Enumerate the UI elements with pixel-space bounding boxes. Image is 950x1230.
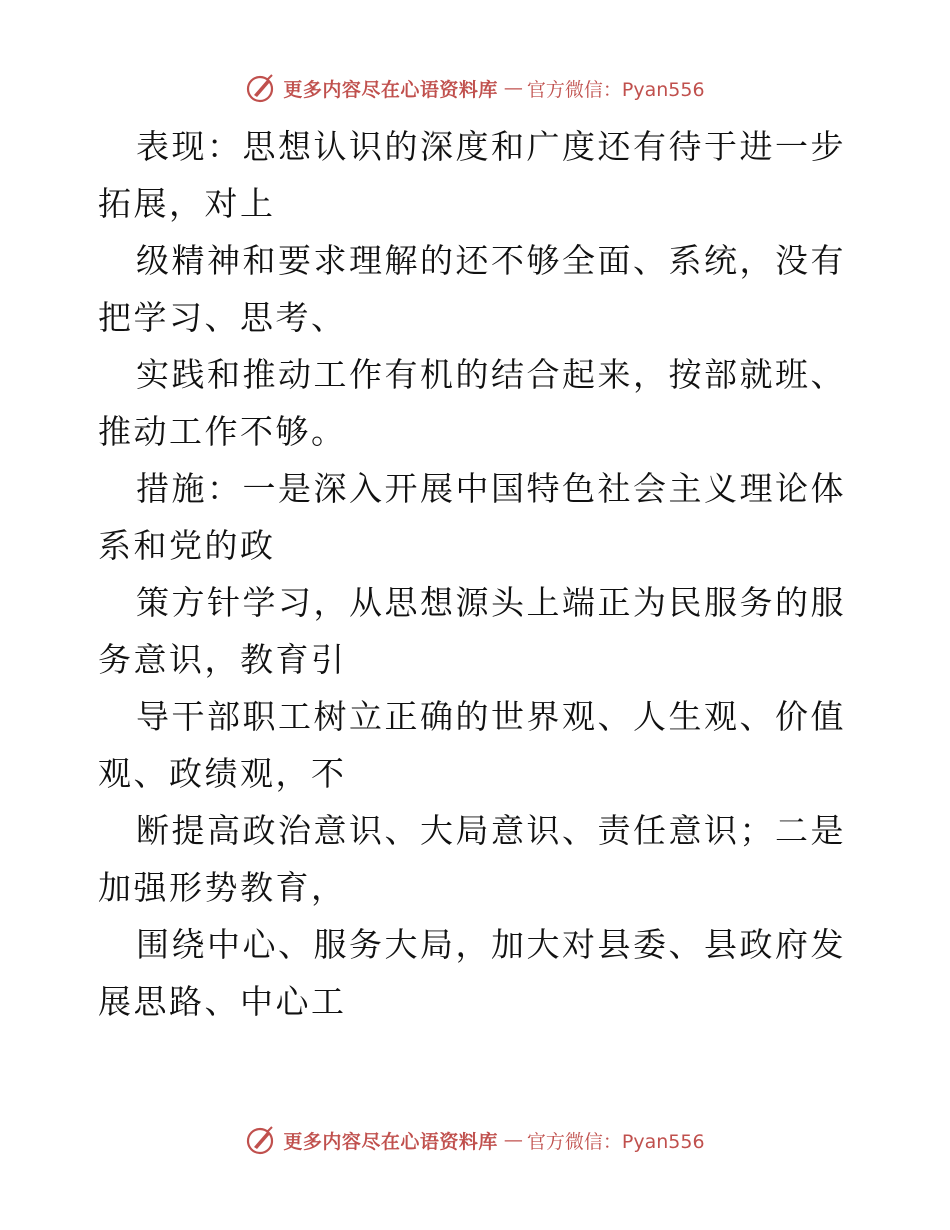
paragraph: 导干部职工树立正确的世界观、人生观、价值观、政绩观，不 (98, 697, 846, 793)
paragraph: 级精神和要求理解的还不够全面、系统，没有把学习、思考、 (98, 241, 846, 337)
paragraph: 断提高政治意识、大局意识、责任意识；二是加强形势教育， (98, 811, 846, 907)
footer-watermark (0, 1124, 950, 1156)
watermark-brand: 更多内容尽在心语资料库 (283, 78, 498, 101)
paragraph: 表现：思想认识的深度和广度还有待于进一步拓展，对上 (98, 127, 846, 223)
quill-circle-icon (245, 72, 277, 104)
watermark-separator: — (503, 1129, 521, 1151)
quill-circle-icon (245, 1124, 277, 1156)
paragraph: 措施：一是深入开展中国特色社会主义理论体系和党的政 (98, 469, 846, 565)
watermark-brand: 更多内容尽在心语资料库 (283, 1130, 498, 1153)
paragraph: 围绕中心、服务大局，加大对县委、县政府发展思路、中心工 (98, 925, 846, 1021)
watermark-wechat: 官方微信：Pyan556 (526, 78, 705, 101)
paragraph: 策方针学习，从思想源头上端正为民服务的服务意识，教育引 (98, 583, 846, 679)
paragraph: 实践和推动工作有机的结合起来，按部就班、推动工作不够。 (98, 355, 846, 451)
header-watermark (0, 72, 950, 104)
document-body (98, 118, 858, 1030)
watermark-wechat: 官方微信：Pyan556 (526, 1130, 705, 1153)
watermark-separator: — (503, 77, 521, 99)
